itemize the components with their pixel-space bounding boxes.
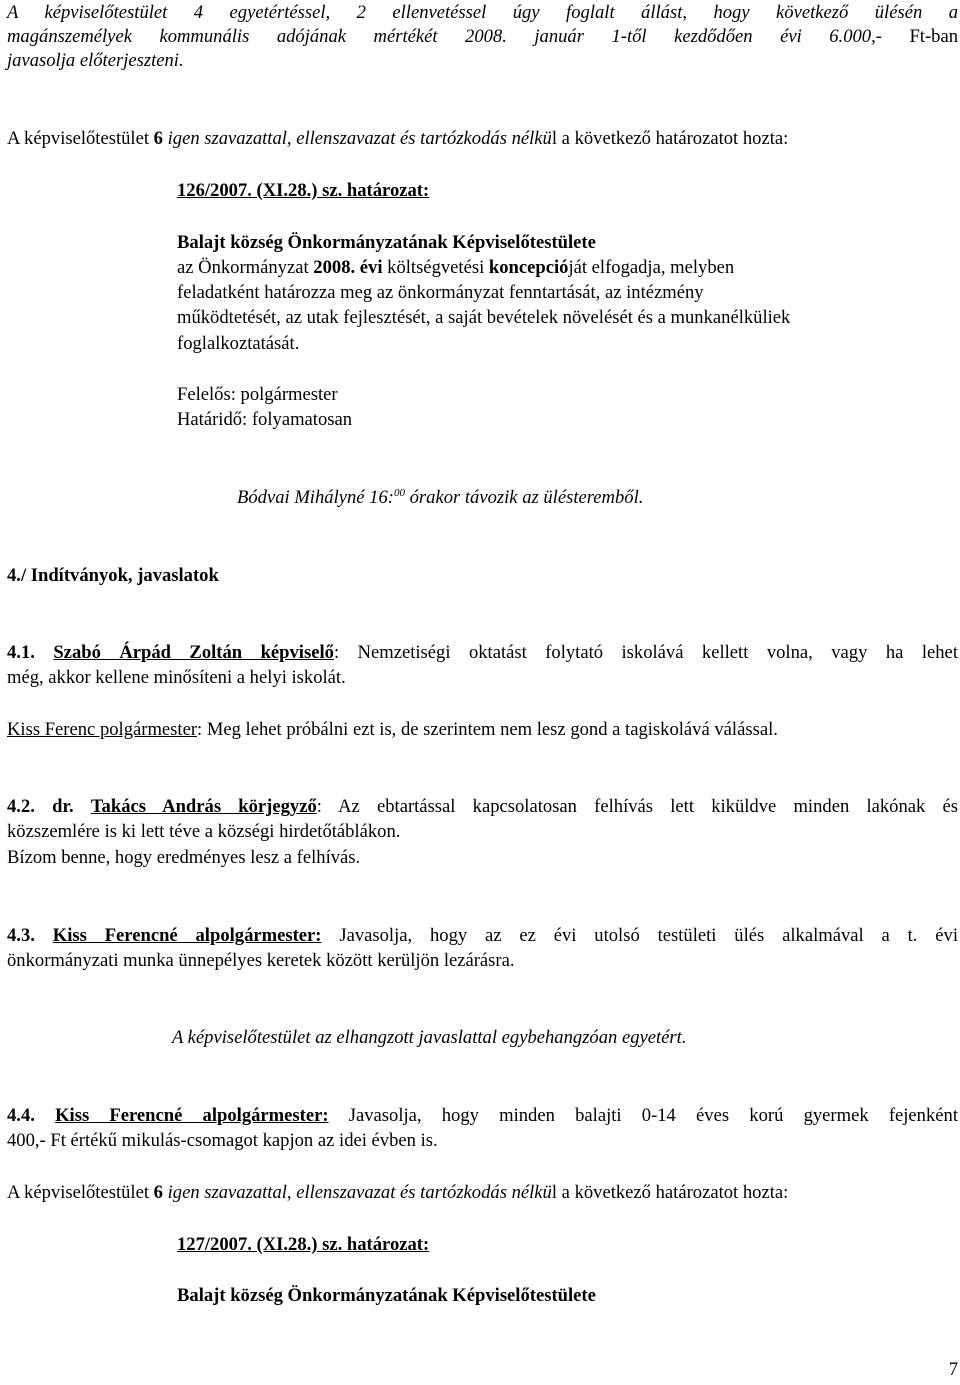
departure-pre: Bódvai Mihályné 16:: [237, 487, 394, 508]
intro-line-1: [7, 0, 958, 25]
intro-line-3-text: javasolja előterjeszteni.: [7, 50, 184, 71]
item-4-2-number: 4.2. dr.: [7, 796, 74, 817]
resolution-1-heading-text: Balajt község Önkormányzatának Képviselőtestülete: [177, 232, 596, 253]
item-4-4-number: 4.4.: [7, 1105, 35, 1126]
intro-line-3: [7, 48, 184, 73]
item-4-1-text: : Nemzetiségi oktatást folytató iskolává kellett volna, vagy ha lehet: [333, 642, 958, 663]
item-4-3-line-2: önkormányzati munka ünnepélyes keretek között kerüljön lezárásra.: [7, 950, 515, 971]
item-4-2-line-1: [7, 794, 958, 819]
resolution-1-line-4: foglalkoztatását.: [177, 333, 300, 354]
res1-l1-bold2: koncepció: [488, 257, 569, 278]
item-4-4-text: Javasolja, hogy minden balajti 0-14 éves korú gyermek fejenként: [328, 1105, 958, 1126]
resolution-1-heading: [177, 230, 596, 255]
resolution-2-heading: [177, 1283, 596, 1308]
agreement-statement: [172, 1025, 687, 1050]
vote-statement-1: [7, 126, 788, 151]
resolution-1-number-text: 126/2007. (XI.28.) sz. határozat:: [177, 180, 430, 201]
res1-l1-mid: költségvetési: [382, 257, 489, 278]
item-4-4-line-1: [7, 1103, 958, 1128]
item-4-3-text: Javasolja, hogy az ez évi utolsó testületi ülés alkalmával a t. évi: [321, 925, 958, 946]
agreement-text: A képviselőtestület az elhangzott javaslattal egybehangzóan egyetért.: [172, 1027, 687, 1048]
item-4-1-line-1: [7, 640, 958, 665]
resolution-1-line-1: [177, 255, 734, 280]
responsible-person: Felelős: polgármester: [177, 384, 338, 405]
vote2-suffix: l a következő határozatot hozta:: [551, 1182, 789, 1203]
reply-4-1: [7, 717, 778, 742]
vote-statement-2: [7, 1180, 788, 1205]
res1-l1-post: ját elfogadja, melyben: [568, 257, 735, 278]
vote1-suffix: l a következő határozatot hozta:: [551, 128, 789, 149]
resolution-2-number-text: 127/2007. (XI.28.) sz. határozat:: [177, 1234, 430, 1255]
item-4-2-line-3: Bízom benne, hogy eredményes lesz a felhívás.: [7, 847, 361, 868]
res1-l1-bold: 2008. évi: [313, 257, 383, 278]
section-4-heading-text: 4./ Indítványok, javaslatok: [7, 565, 219, 586]
item-4-4-speaker: Kiss Ferencné alpolgármester:: [55, 1105, 329, 1126]
item-4-1-number: 4.1.: [7, 642, 35, 663]
resolution-2-number: [177, 1232, 429, 1257]
section-4-heading: [7, 563, 219, 588]
intro-line-2-italic: magánszemélyek kommunális adójának mértékét 2008. január 1-től kezdődően évi 6.000,-: [7, 26, 882, 47]
intro-line-2: [7, 24, 958, 49]
vote1-italic: igen szavazattal, ellenszavazat és tartózkodás nélkü: [162, 128, 552, 149]
intro-line-1-text: A képviselőtestület 4 egyetértéssel, 2 ellenvetéssel úgy foglalt állást, hogy következő ülésén a: [7, 2, 958, 23]
page-number: 7: [948, 1359, 958, 1380]
item-4-3-number: 4.3.: [7, 925, 35, 946]
vote2-italic: igen szavazattal, ellenszavazat és tartózkodás nélkü: [162, 1182, 552, 1203]
departure-post: órakor távozik az ülésteremből.: [404, 487, 644, 508]
resolution-1-number: [177, 178, 429, 203]
resolution-1-line-3: működtetését, az utak fejlesztését, a saját bevételek növelését és a munkanélküliek: [177, 307, 791, 328]
departure-note: [237, 485, 643, 510]
deadline: Határidő: folyamatosan: [177, 409, 353, 430]
item-4-1-line-2: még, akkor kellene minősíteni a helyi iskolát.: [7, 667, 346, 688]
resolution-2-heading-text: Balajt község Önkormányzatának Képviselőtestülete: [177, 1285, 596, 1306]
intro-line-2-plain: Ft-ban: [881, 26, 958, 47]
vote2-prefix: A képviselőtestület: [7, 1182, 154, 1203]
item-4-3-line-1: [7, 923, 958, 948]
vote2-count: 6: [153, 1182, 163, 1203]
reply-4-1-speaker: Kiss Ferenc polgármester: [7, 719, 198, 740]
reply-4-1-text: : Meg lehet próbálni ezt is, de szerintem nem lesz gond a tagiskolává válással.: [197, 719, 778, 740]
res1-l1-pre: az Önkormányzat: [177, 257, 314, 278]
item-4-2-line-2: közszemlére is ki lett téve a községi hirdetőtáblákon.: [7, 821, 401, 842]
item-4-1-speaker: Szabó Árpád Zoltán képviselő: [53, 642, 334, 663]
vote1-count: 6: [153, 128, 163, 149]
resolution-1-line-2: feladatként határozza meg az önkormányzat fenntartását, az intézmény: [177, 282, 704, 303]
vote1-prefix: A képviselőtestület: [7, 128, 154, 149]
item-4-3-speaker: Kiss Ferencné alpolgármester:: [52, 925, 322, 946]
item-4-4-line-2: 400,- Ft értékű mikulás-csomagot kapjon az idei évben is.: [7, 1130, 438, 1151]
item-4-2-speaker: Takács András körjegyző: [90, 796, 317, 817]
item-4-2-text: : Az ebtartással kapcsolatosan felhívás lett kiküldve minden lakónak és: [316, 796, 959, 817]
departure-time-sup: 00: [393, 486, 405, 499]
